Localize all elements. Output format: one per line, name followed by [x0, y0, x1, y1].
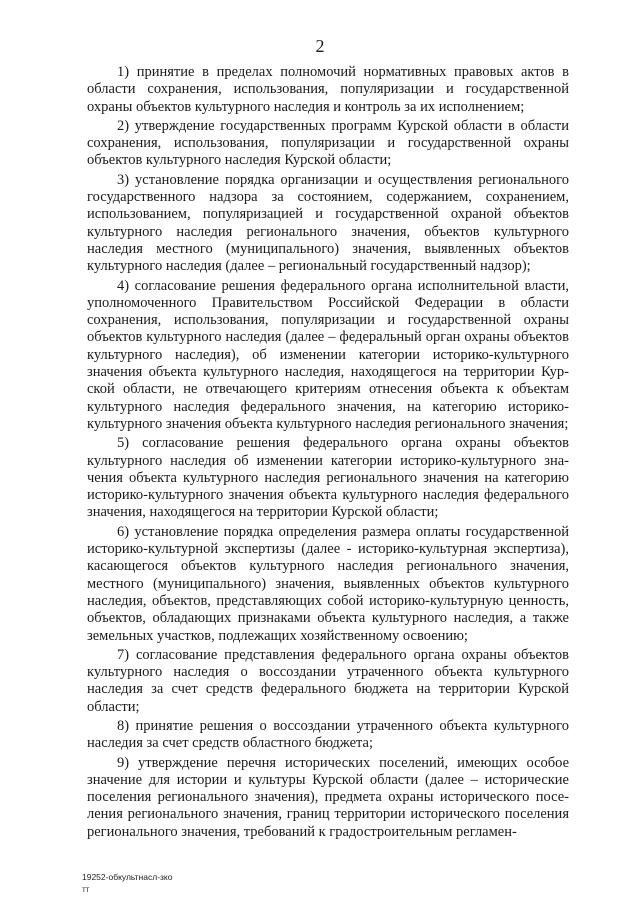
footer-mark: тт — [82, 885, 90, 894]
paragraph-7: 7) согласование представления федерального органа охраны объектов культурного наследия о воссоздании утраченного объекта культурного наследия за счет средств федерального бюджета на территории Курской области; — [87, 646, 569, 715]
footer-document-code: 19252-обкультнасл-зко — [82, 872, 173, 882]
paragraph-6: 6) установление порядка определения размера оплаты государственной историко-культурной экспертизы (далее - историко-культурная экспертиза), касающегося объектов культурного наследия регионального значения, местного (муниципального) значения, выявленных объектов культурного наследия, объектов, представляющих собой историко-культурную ценность, объектов, обладающих признаками объекта культурного наследия, а также земельных участков, подлежащих хозяйственному освоению; — [87, 523, 569, 644]
paragraph-9: 9) утверждение перечня исторических поселений, имеющих особое значение для истории и культуры Курской области (далее – исторические поселения регионального значения), предмета охраны исторического поселения регионального значения, границ территории исторического поселения регионального значения, требований к градостроительным регламен- — [87, 754, 569, 840]
page-number: 2 — [315, 36, 325, 56]
paragraph-8: 8) принятие решения о воссоздании утраченного объекта культурного наследия за счет средств областного бюджета; — [87, 717, 569, 752]
paragraph-3: 3) установление порядка организации и осуществления регионального государственного надзора за состоянием, содержанием, сохранением, использованием, популяризацией и государственной охраной объектов культурного наследия регионального значения, объектов культурного наследия местного (муниципального) значения, выявленных объектов культурного наследия (далее – региональный государственный надзор); — [87, 171, 569, 275]
paragraph-2: 2) утверждение государственных программ Курской области в области сохранения, использования, популяризации и государственной охраны объектов культурного наследия Курской области; — [87, 117, 569, 169]
paragraph-4: 4) согласование решения федерального органа исполнительной власти, уполномоченного Правительством Российской Федерации в области сохранения, использования, популяризации и государственной охраны объектов культурного наследия (далее – федеральный орган охраны объектов культурного наследия), об изменении категории историко-культурного значения объекта культурного наследия, находящегося на территории Курской области, не отвечающего критериям отнесения объекта к объектам культурного наследия федерального значения, на категорию историко-культурного значения объекта культурного наследия регионального значения; — [87, 277, 569, 432]
paragraph-1: 1) принятие в пределах полномочий нормативных правовых актов в области сохранения, использования, популяризации и государственной охраны объектов культурного наследия и контроль за их исполнением; — [87, 64, 569, 115]
paragraph-5: 5) согласование решения федерального органа охраны объектов культурного наследия об изменении категории историко-культурного значения объекта культурного наследия регионального значения на категорию историко-культурного значения объекта культурного наследия федерального значения, находящегося на территории Курской области; — [87, 435, 569, 521]
document-body — [87, 64, 569, 843]
